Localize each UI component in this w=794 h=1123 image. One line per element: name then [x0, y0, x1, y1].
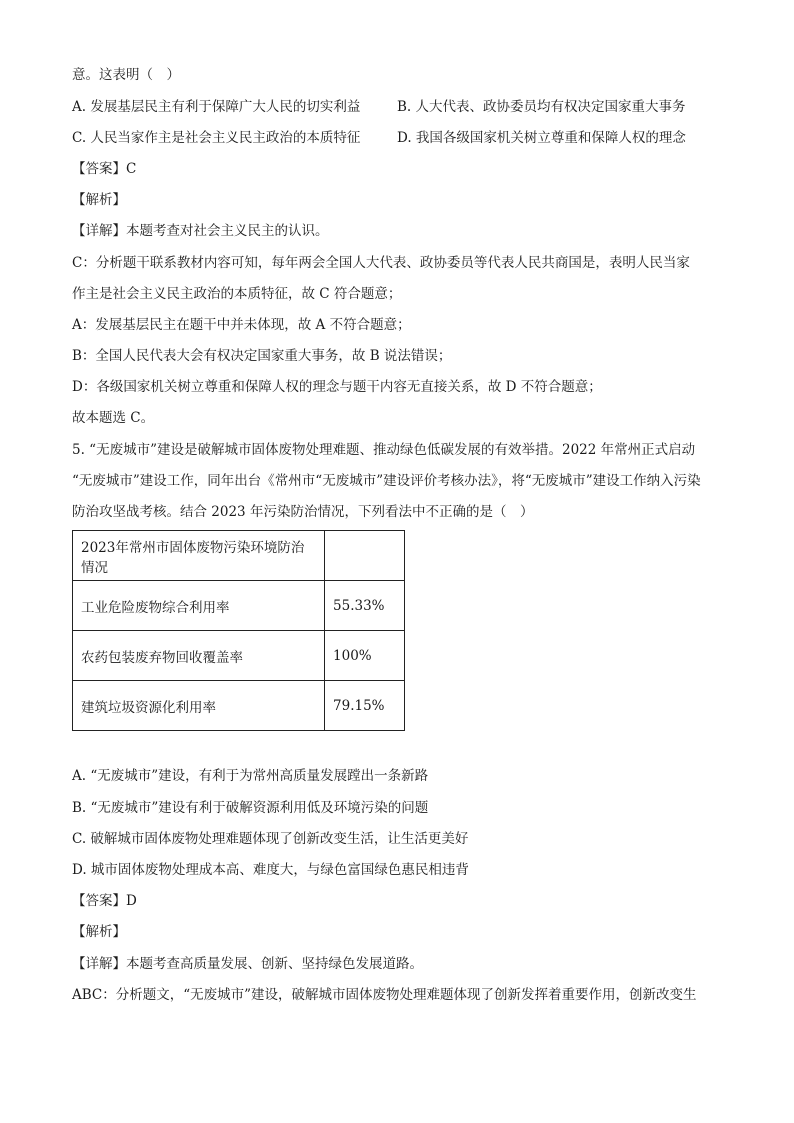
table-row: [73, 581, 405, 631]
q5-answer: 【答案】D: [72, 893, 137, 909]
q4-expl-line: D：各级国家机关树立尊重和保障人权的理念与题干内容无直接关系，故 D 不符合题意；: [72, 379, 602, 395]
q5-option-b: B. “无废城市”建设有利于破解资源利用低及环境污染的问题: [72, 800, 429, 816]
q5-stem-line: 5. “无废城市”建设是破解城市固体废物处理难题、推动绿色低碳发展的有效举措。2022 年常州正式启动: [72, 442, 696, 458]
table-header-empty-cell: [325, 531, 405, 581]
q4-expl-line: B：全国人民代表大会有权决定国家重大事务，故 B 说法错误；: [72, 348, 452, 364]
q5-detail: 【详解】本题考查高质量发展、创新、坚持绿色发展道路。: [72, 956, 423, 972]
q4-answer: 【答案】C: [72, 161, 137, 177]
q4-expl-line: 作主是社会主义民主政治的本质特征，故 C 符合题意；: [72, 286, 402, 302]
q5-stem-line: “无废城市”建设工作，同年出台《常州市“无废城市”建设评价考核办法》，将“无废城市”建设工作纳入污染: [72, 473, 701, 489]
q4-option-c: C. 人民当家作主是社会主义民主政治的本质特征: [72, 130, 361, 146]
table-header-cell: 2023年常州市固体废物污染环境防治情况: [73, 531, 325, 581]
q4-option-a: A. 发展基层民主有利于保障广大人民的切实利益: [72, 99, 361, 115]
table-cell-value: 55.33%: [325, 581, 405, 631]
pollution-table: [72, 530, 405, 731]
table-cell-label: 建筑垃圾资源化利用率: [73, 681, 325, 731]
q5-expl-line: ABC：分析题文，“无废城市”建设，破解城市固体废物处理难题体现了创新发挥着重要作用，创新改变生: [72, 987, 697, 1003]
q5-stem-line: 防治攻坚战考核。结合 2023 年污染防治情况，下列看法中不正确的是（ ）: [72, 504, 534, 520]
q5-option-a: A. “无废城市”建设，有利于为常州高质量发展蹚出一条新路: [72, 768, 429, 784]
q5-option-d: D. 城市固体废物处理成本高、难度大，与绿色富国绿色惠民相违背: [72, 862, 469, 878]
table-row: [73, 681, 405, 731]
q4-expl-line: 故本题选 C。: [72, 410, 155, 426]
q4-option-d: D. 我国各级国家机关树立尊重和保障人权的理念: [397, 130, 686, 146]
q5-analysis-label: 【解析】: [72, 924, 126, 940]
q4-analysis-label: 【解析】: [72, 192, 126, 208]
table-row: [73, 631, 405, 681]
table-header-row: [73, 531, 405, 581]
q4-option-b: B. 人大代表、政协委员均有权决定国家重大事务: [397, 99, 686, 115]
table-cell-label: 农药包装废弃物回收覆盖率: [73, 631, 325, 681]
q4-expl-line: A：发展基层民主在题干中并未体现，故 A 不符合题意；: [72, 317, 411, 333]
table-cell-value: 100%: [325, 631, 405, 681]
q4-detail: 【详解】本题考查对社会主义民主的认识。: [72, 223, 329, 239]
q4-stem-end: 意。这表明（ ）: [72, 67, 180, 83]
q5-option-c: C. 破解城市固体废物处理难题体现了创新改变生活，让生活更美好: [72, 831, 469, 847]
q4-expl-line: C：分析题干联系教材内容可知，每年两会全国人大代表、政协委员等代表人民共商国是，表明人民当家: [72, 255, 690, 271]
table-cell-label: 工业危险废物综合利用率: [73, 581, 325, 631]
table-cell-value: 79.15%: [325, 681, 405, 731]
